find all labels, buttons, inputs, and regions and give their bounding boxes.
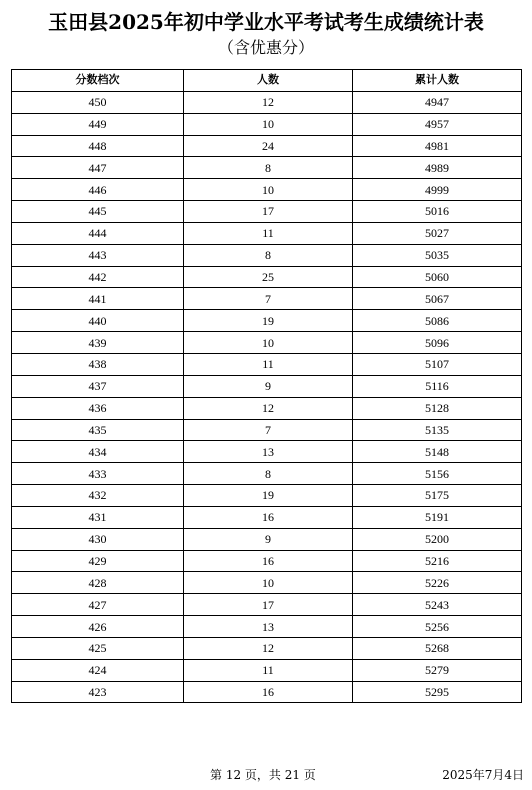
cell-cumulative-count: 5016 bbox=[353, 201, 522, 223]
cell-cumulative-count: 5216 bbox=[353, 550, 522, 572]
cell-cumulative-count: 5243 bbox=[353, 594, 522, 616]
cell-score-level: 446 bbox=[12, 179, 184, 201]
cell-count: 25 bbox=[184, 266, 353, 288]
cell-cumulative-count: 5268 bbox=[353, 637, 522, 659]
table-row bbox=[12, 91, 522, 113]
score-statistics-table bbox=[11, 69, 522, 703]
cell-count: 8 bbox=[184, 157, 353, 179]
table-row bbox=[12, 310, 522, 332]
table-row bbox=[12, 157, 522, 179]
cell-score-level: 428 bbox=[12, 572, 184, 594]
cell-count: 16 bbox=[184, 506, 353, 528]
cell-cumulative-count: 5279 bbox=[353, 659, 522, 681]
cell-count: 10 bbox=[184, 572, 353, 594]
cell-cumulative-count: 5060 bbox=[353, 266, 522, 288]
cell-count: 12 bbox=[184, 397, 353, 419]
cell-count: 11 bbox=[184, 222, 353, 244]
cell-count: 17 bbox=[184, 594, 353, 616]
cell-cumulative-count: 5200 bbox=[353, 528, 522, 550]
cell-score-level: 437 bbox=[12, 375, 184, 397]
table-row bbox=[12, 594, 522, 616]
cell-cumulative-count: 4947 bbox=[353, 91, 522, 113]
table-row bbox=[12, 659, 522, 681]
cell-cumulative-count: 5256 bbox=[353, 616, 522, 638]
cell-score-level: 442 bbox=[12, 266, 184, 288]
cell-cumulative-count: 4981 bbox=[353, 135, 522, 157]
cell-score-level: 434 bbox=[12, 441, 184, 463]
page-number: 第 12 页，共 21 页 bbox=[210, 768, 316, 782]
cell-count: 10 bbox=[184, 332, 353, 354]
cell-score-level: 439 bbox=[12, 332, 184, 354]
cell-score-level: 449 bbox=[12, 113, 184, 135]
cell-count: 10 bbox=[184, 179, 353, 201]
cell-cumulative-count: 5295 bbox=[353, 681, 522, 703]
cell-score-level: 431 bbox=[12, 506, 184, 528]
table-row bbox=[12, 397, 522, 419]
table-row bbox=[12, 266, 522, 288]
cell-score-level: 433 bbox=[12, 463, 184, 485]
table-row bbox=[12, 441, 522, 463]
cell-score-level: 438 bbox=[12, 353, 184, 375]
cell-score-level: 432 bbox=[12, 485, 184, 507]
table-row bbox=[12, 244, 522, 266]
cell-count: 9 bbox=[184, 375, 353, 397]
table-row bbox=[12, 528, 522, 550]
cell-cumulative-count: 5086 bbox=[353, 310, 522, 332]
cell-score-level: 440 bbox=[12, 310, 184, 332]
cell-score-level: 436 bbox=[12, 397, 184, 419]
table-row bbox=[12, 485, 522, 507]
cell-count: 19 bbox=[184, 310, 353, 332]
cell-cumulative-count: 4999 bbox=[353, 179, 522, 201]
cell-score-level: 429 bbox=[12, 550, 184, 572]
cell-count: 13 bbox=[184, 616, 353, 638]
cell-score-level: 450 bbox=[12, 91, 184, 113]
table-row bbox=[12, 332, 522, 354]
cell-score-level: 425 bbox=[12, 637, 184, 659]
cell-count: 7 bbox=[184, 419, 353, 441]
cell-cumulative-count: 5128 bbox=[353, 397, 522, 419]
table-row bbox=[12, 288, 522, 310]
cell-cumulative-count: 5148 bbox=[353, 441, 522, 463]
table-row bbox=[12, 681, 522, 703]
cell-count: 11 bbox=[184, 353, 353, 375]
table-row bbox=[12, 353, 522, 375]
cell-count: 16 bbox=[184, 681, 353, 703]
cell-count: 7 bbox=[184, 288, 353, 310]
document-title: 玉田县2025年初中学业水平考试考生成绩统计表 bbox=[48, 10, 484, 34]
cell-score-level: 423 bbox=[12, 681, 184, 703]
table-row bbox=[12, 222, 522, 244]
table-row bbox=[12, 637, 522, 659]
cell-count: 16 bbox=[184, 550, 353, 572]
table-row bbox=[12, 179, 522, 201]
cell-count: 17 bbox=[184, 201, 353, 223]
cell-cumulative-count: 4989 bbox=[353, 157, 522, 179]
table-row bbox=[12, 113, 522, 135]
cell-score-level: 441 bbox=[12, 288, 184, 310]
cell-cumulative-count: 5116 bbox=[353, 375, 522, 397]
cell-count: 8 bbox=[184, 463, 353, 485]
cell-count: 8 bbox=[184, 244, 353, 266]
table-row bbox=[12, 375, 522, 397]
cell-cumulative-count: 5027 bbox=[353, 222, 522, 244]
cell-cumulative-count: 5175 bbox=[353, 485, 522, 507]
cell-score-level: 435 bbox=[12, 419, 184, 441]
column-header-count: 人数 bbox=[184, 70, 353, 92]
table-row bbox=[12, 201, 522, 223]
table-row bbox=[12, 506, 522, 528]
print-date: 2025年7月4日 bbox=[442, 768, 524, 782]
cell-cumulative-count: 4957 bbox=[353, 113, 522, 135]
cell-score-level: 430 bbox=[12, 528, 184, 550]
cell-cumulative-count: 5107 bbox=[353, 353, 522, 375]
cell-score-level: 447 bbox=[12, 157, 184, 179]
cell-cumulative-count: 5035 bbox=[353, 244, 522, 266]
cell-count: 11 bbox=[184, 659, 353, 681]
table-row bbox=[12, 135, 522, 157]
table-row bbox=[12, 616, 522, 638]
cell-cumulative-count: 5191 bbox=[353, 506, 522, 528]
cell-count: 9 bbox=[184, 528, 353, 550]
table-row bbox=[12, 572, 522, 594]
column-header-cumulative-count: 累计人数 bbox=[353, 70, 522, 92]
cell-cumulative-count: 5096 bbox=[353, 332, 522, 354]
cell-cumulative-count: 5135 bbox=[353, 419, 522, 441]
column-header-score-level: 分数档次 bbox=[12, 70, 184, 92]
cell-score-level: 426 bbox=[12, 616, 184, 638]
cell-count: 10 bbox=[184, 113, 353, 135]
table-row bbox=[12, 550, 522, 572]
cell-count: 24 bbox=[184, 135, 353, 157]
cell-score-level: 448 bbox=[12, 135, 184, 157]
cell-count: 19 bbox=[184, 485, 353, 507]
cell-cumulative-count: 5226 bbox=[353, 572, 522, 594]
table-row bbox=[12, 463, 522, 485]
cell-count: 13 bbox=[184, 441, 353, 463]
cell-score-level: 444 bbox=[12, 222, 184, 244]
document-subtitle: （含优惠分） bbox=[217, 38, 314, 57]
table-header-row bbox=[12, 70, 522, 92]
cell-count: 12 bbox=[184, 91, 353, 113]
cell-count: 12 bbox=[184, 637, 353, 659]
cell-score-level: 445 bbox=[12, 201, 184, 223]
cell-score-level: 443 bbox=[12, 244, 184, 266]
cell-score-level: 427 bbox=[12, 594, 184, 616]
cell-score-level: 424 bbox=[12, 659, 184, 681]
table-row bbox=[12, 419, 522, 441]
cell-cumulative-count: 5067 bbox=[353, 288, 522, 310]
cell-cumulative-count: 5156 bbox=[353, 463, 522, 485]
